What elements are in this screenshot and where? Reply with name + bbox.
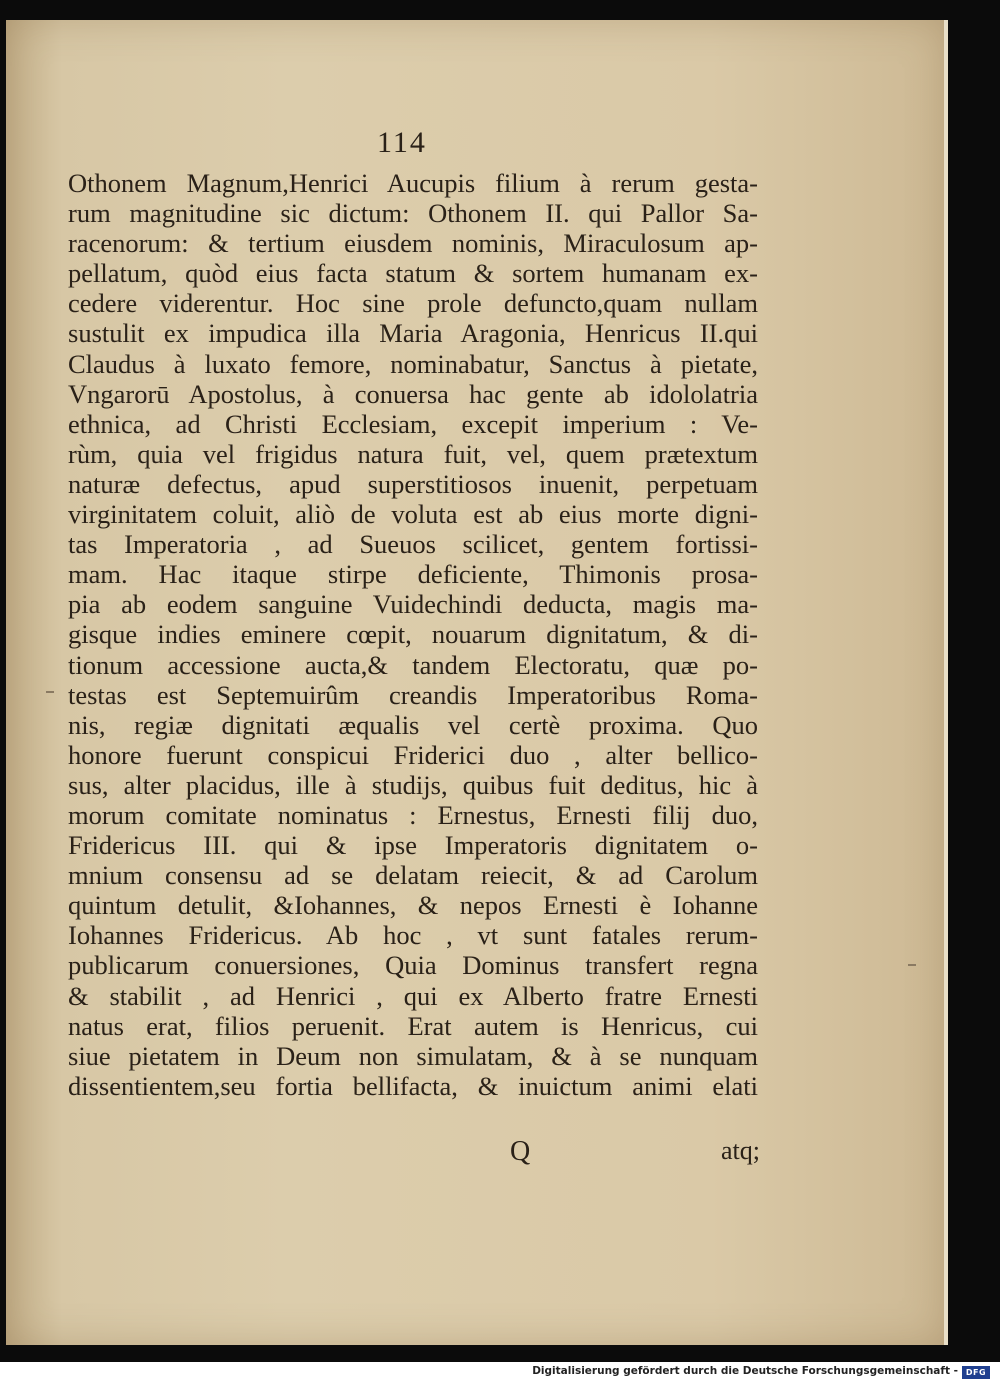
text-line: tas Imperatoria , ad Sueuos scilicet, gentem fortissi- bbox=[68, 529, 758, 560]
text-line: Iohannes Fridericus. Ab hoc , vt sunt fatales rerum- bbox=[68, 920, 758, 951]
footer-credit: Digitalisierung gefördert durch die Deutsche Forschungsgemeinschaft - bbox=[532, 1365, 958, 1377]
text-line: virginitatem coluit, aliò de voluta est ab eius morte digni- bbox=[68, 499, 758, 530]
margin-mark-left bbox=[46, 691, 54, 693]
text-line: natus erat, filios peruenit. Erat autem is Henricus, cui bbox=[68, 1010, 758, 1041]
margin-mark-right bbox=[908, 964, 916, 966]
text-line: Fridericus III. qui & ipse Imperatoris dignitatem o- bbox=[68, 830, 758, 861]
text-line: Othonem Magnum,Henrici Aucupis filium à rerum gesta- bbox=[68, 168, 758, 198]
text-line: rùm, quia vel frigidus natura fuit, vel, quem prætextum bbox=[68, 438, 758, 469]
text-line: Vngarorū Apostolus, à conuersa hac gente ab idololatria bbox=[68, 378, 758, 409]
text-line: quintum detulit, &Iohannes, & nepos Ernesti è Iohanne bbox=[68, 890, 758, 921]
page-footer-marks bbox=[510, 1136, 760, 1166]
text-line: Claudus à luxato femore, nominabatur, Sanctus à pietate, bbox=[68, 348, 758, 379]
page-edge bbox=[944, 20, 948, 1345]
body-text bbox=[68, 168, 758, 1101]
page-number: 114 bbox=[377, 126, 427, 159]
text-line: pia ab eodem sanguine Vuidechindi deducta, magis ma- bbox=[68, 589, 758, 620]
text-line: siue pietatem in Deum non simulatam, & à se nunquam bbox=[68, 1040, 758, 1071]
dfg-logo: DFG bbox=[962, 1366, 990, 1379]
text-line: publicarum conuersiones, Quia Dominus transfert regna bbox=[68, 950, 758, 981]
catchword: atq; bbox=[721, 1136, 760, 1165]
text-line: nis, regiæ dignitati æqualis vel certè proxima. Quo bbox=[68, 709, 758, 740]
text-line: gisque indies eminere cœpit, nouarum dignitatum, & di- bbox=[68, 619, 758, 650]
text-line: naturæ defectus, apud superstitiosos inuenit, perpetuam bbox=[68, 468, 758, 499]
text-line: racenorum: & tertium eiusdem nominis, Miraculosum ap- bbox=[68, 228, 758, 259]
text-line: cedere viderentur. Hoc sine prole defuncto,quam nullam bbox=[68, 288, 758, 319]
text-line: rum magnitudine sic dictum: Othonem II. qui Pallor Sa- bbox=[68, 198, 758, 229]
text-line: sus, alter placidus, ille à studijs, quibus fuit deditus, hic à bbox=[68, 769, 758, 800]
text-line: testas est Septemuirûm creandis Imperatoribus Roma- bbox=[68, 679, 758, 710]
text-line: morum comitate nominatus : Ernestus, Ernesti filij duo, bbox=[68, 799, 758, 830]
text-line: dissentientem,seu fortia bellifacta, & inuictum animi elati bbox=[68, 1070, 758, 1101]
text-line: mam. Hac itaque stirpe deficiente, Thimonis prosa- bbox=[68, 559, 758, 590]
text-line: & stabilit , ad Henrici , qui ex Alberto fratre Ernesti bbox=[68, 980, 758, 1011]
text-line: pellatum, quòd eius facta statum & sortem humanam ex- bbox=[68, 258, 758, 289]
signature-mark: Q bbox=[510, 1136, 531, 1167]
text-line: honore fuerunt conspicui Friderici duo , alter bellico- bbox=[68, 739, 758, 770]
text-line: sustulit ex impudica illa Maria Aragonia, Henricus II.qui bbox=[68, 318, 758, 349]
text-line: mnium consensu ad se delatam reiecit, & ad Carolum bbox=[68, 860, 758, 891]
digitization-footer bbox=[0, 1362, 1000, 1383]
text-line: tionum accessione aucta,& tandem Electoratu, quæ po- bbox=[68, 649, 758, 680]
text-line: ethnica, ad Christi Ecclesiam, excepit imperium : Ve- bbox=[68, 408, 758, 439]
